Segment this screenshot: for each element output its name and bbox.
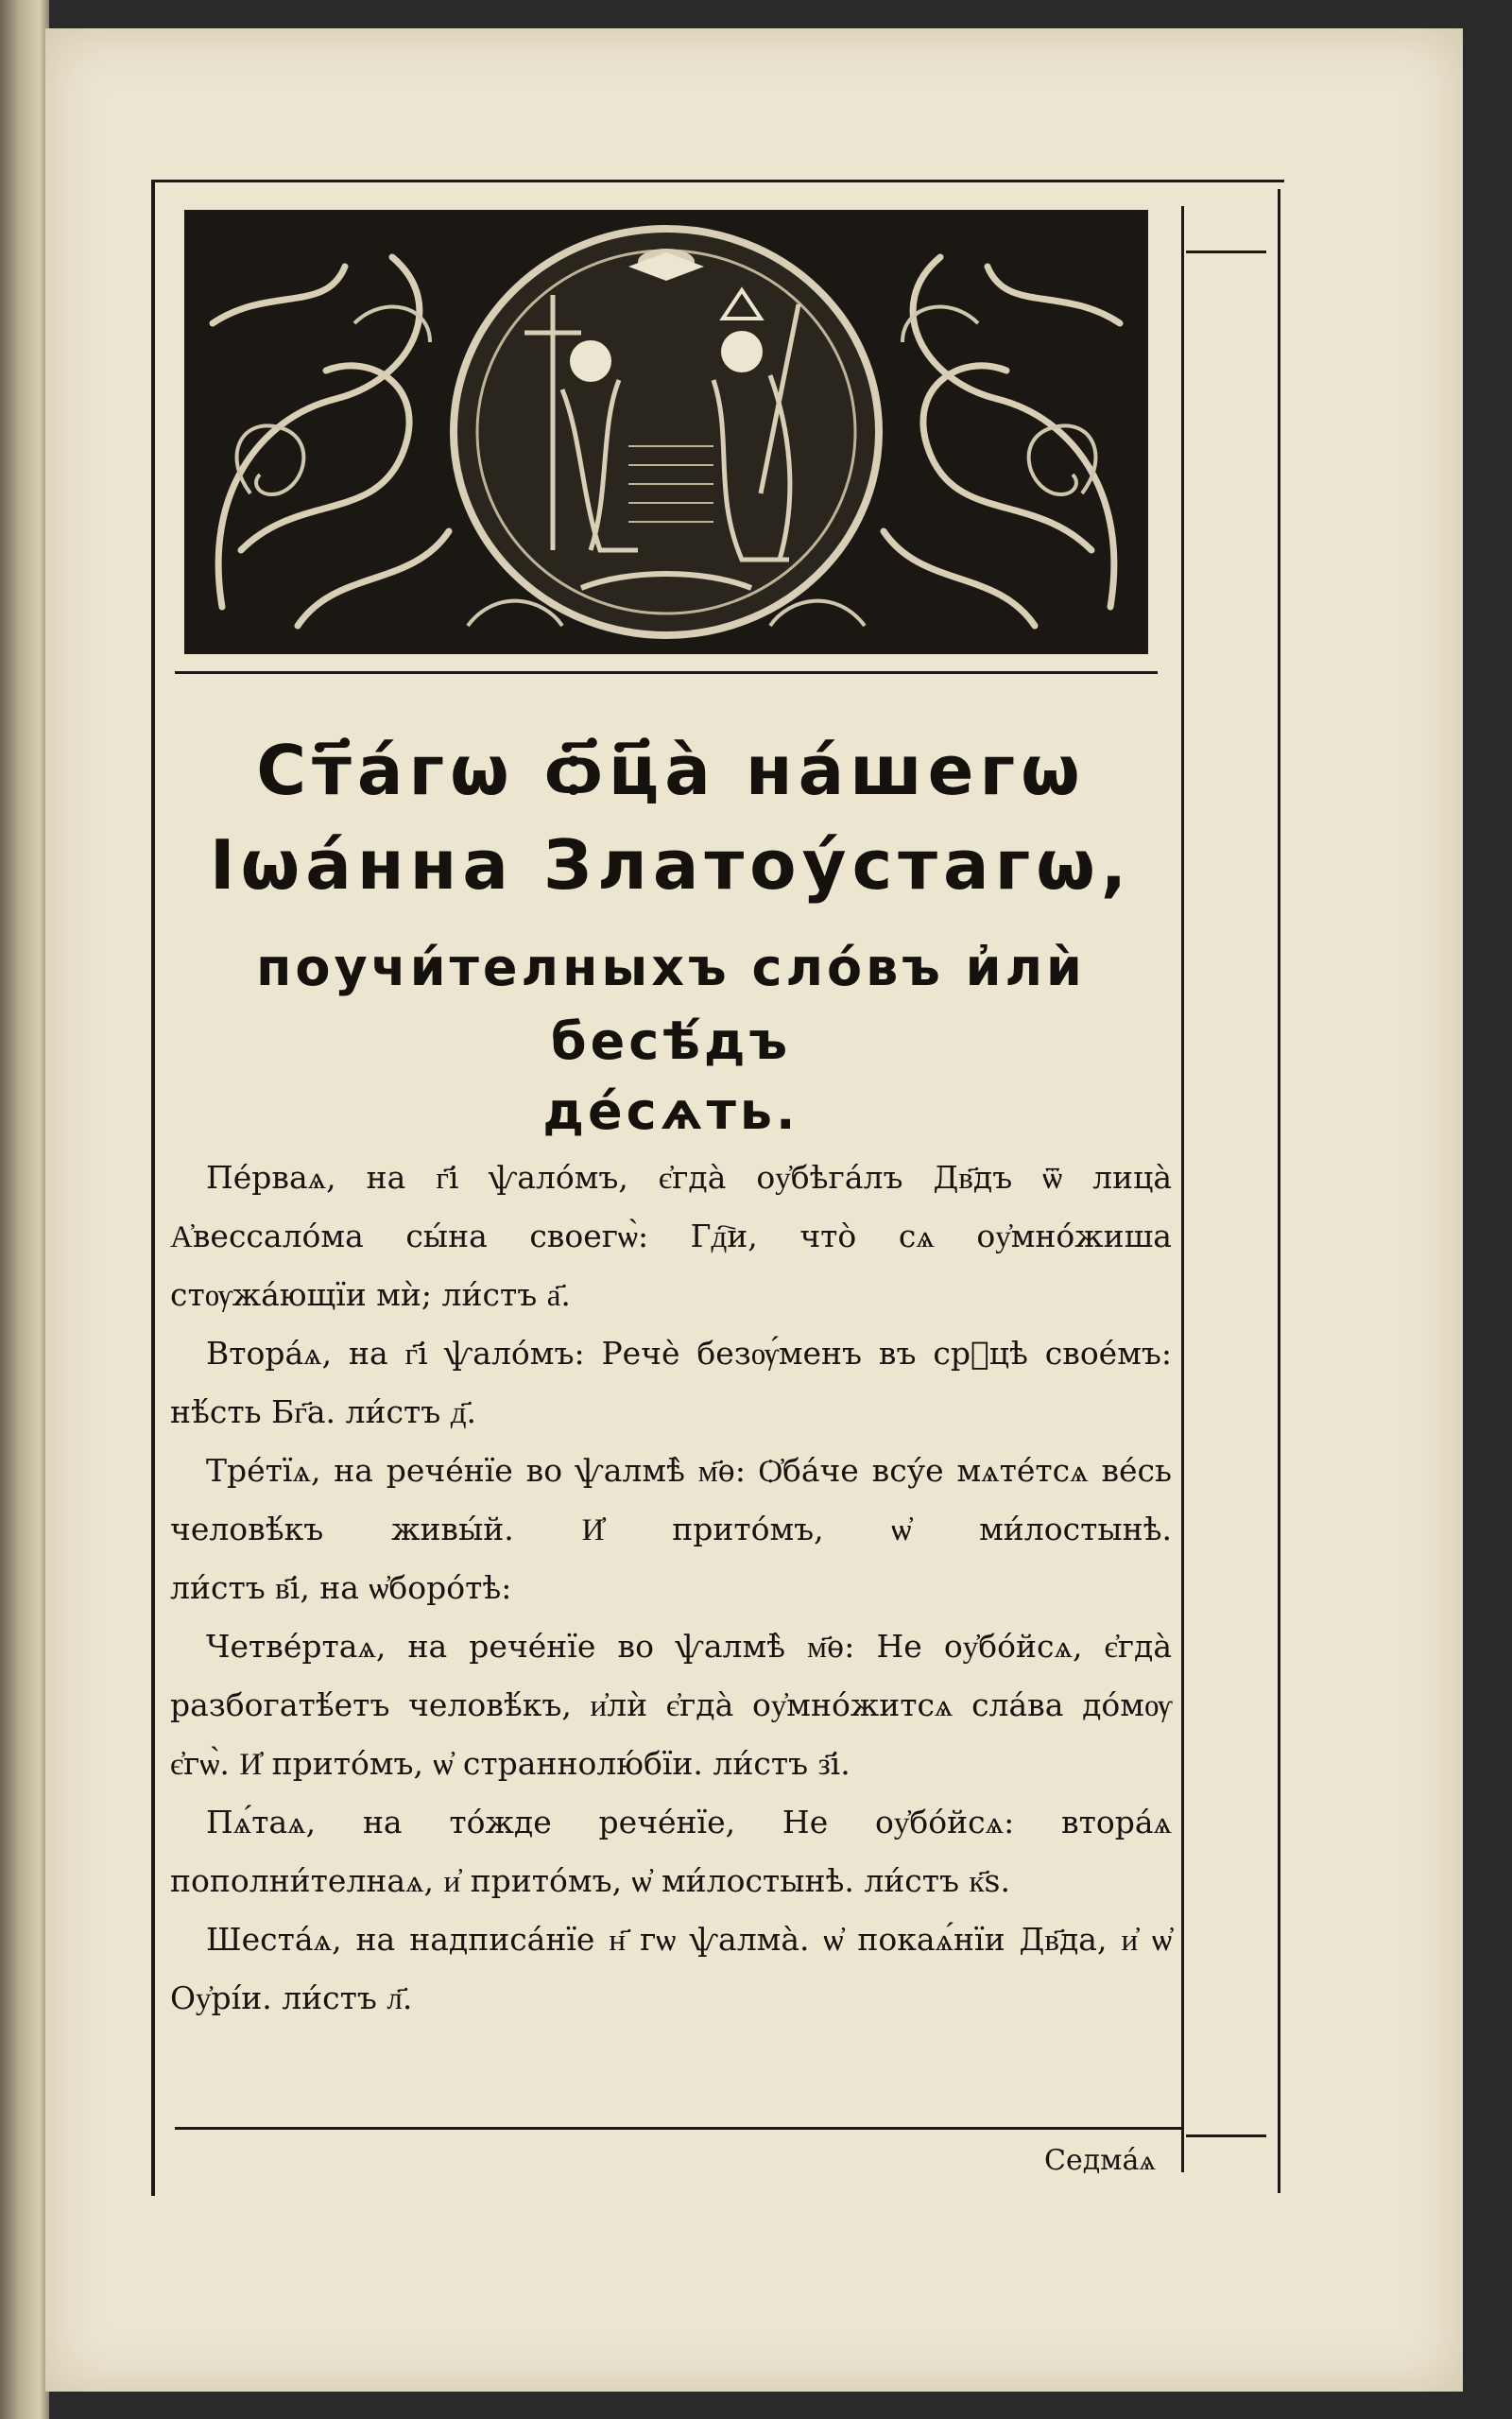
entry-text: Пѧ́таѧ, на то́жде рече́нїе, Не оу҆бо́йсѧ: втора́ѧ пополни́телнаѧ, и҆ прито́мъ, ѡ҆ ми́лостынѣ. (170, 1804, 1172, 1899)
margin-rule-inner (1181, 206, 1184, 2172)
title-line-4: де́сѧть. (542, 1081, 799, 1141)
title-line-3: поучи́телныхъ сло́въ и҆лѝ бесѣ́дъ (256, 938, 1086, 1071)
top-rule (175, 671, 1158, 674)
title-line-2: Іѡа́нна Златоу́стагѡ, (209, 825, 1133, 905)
leaf-reference: ли́стъ д҃. (345, 1393, 477, 1430)
bottom-rule (175, 2127, 1181, 2130)
contents-entry (170, 1793, 1172, 1910)
margin-rule-bottom (1186, 2134, 1266, 2137)
leaf-reference: ли́стъ а҃. (441, 1276, 571, 1313)
catchword: Седма́ѧ (1044, 2144, 1157, 2177)
entry-text: Тре́тїѧ, на рече́нїе во ѱалмѣ̀ м҃ѳ: Ѻ҆ба́че всу́е мѧте́тсѧ ве́сь человѣ́къ живы́й. И҆ прито́мъ, ѡ҆ ми́лостынѣ. (170, 1452, 1172, 1547)
entry-text: Втора́ѧ, на г҃і ѱало́мъ: Речѐ безѹ́менъ въ срⷣцѣ свое́мъ: нѣ́сть Бг҃а. (170, 1335, 1172, 1430)
contents-list (170, 1149, 1172, 2028)
leaf-reference: ли́стъ в҃і, на ѡ҆боро́тѣ: (170, 1569, 512, 1606)
entry-text: Четве́ртаѧ, на рече́нїе во ѱалмѣ̀ м҃ѳ: Не оу҆бо́йсѧ, є҆гда̀ разбогатѣ́етъ человѣ́къ, и҆лѝ є҆гда̀ оу҆мно́житсѧ сла́ва до́мѹ є҆гѡ̀. И҆ прито́мъ, ѡ҆ страннолю́бїи. (170, 1628, 1172, 1782)
margin-rule-outer (1278, 189, 1280, 2193)
contents-entry (170, 1442, 1172, 1617)
leaf-reference: ли́стъ з҃і. (713, 1745, 850, 1782)
contents-entry (170, 1910, 1172, 2028)
margin-rule-top (1186, 251, 1266, 253)
contents-entry (170, 1617, 1172, 1793)
contents-entry (170, 1149, 1172, 1324)
contents-entry (170, 1324, 1172, 1442)
entry-text: Пе́рваѧ, на г҃і ѱало́мъ, є҆гда̀ оу҆бѣга́лъ Дв҃дъ ѿ лица̀ А҆вессало́ма сы́на своегѡ̀: Гд҇и, что̀ сѧ оу҆мно́жиша стѹжа́ющїи мѝ; (170, 1159, 1172, 1313)
leaf-reference: ли́стъ л҃. (282, 1979, 413, 2016)
title-line-1: Ст҃а́гѡ ѻ҃ц҃а̀ на́шегѡ (256, 731, 1086, 810)
headpiece-engraving (184, 210, 1148, 654)
title-block (170, 723, 1172, 1145)
leaf-reference: ли́стъ к҃ѕ. (864, 1862, 1010, 1899)
entry-text: Шеста́ѧ, на надписа́нїе н҃ гѡ ѱалма̀. ѡ҆ покаѧ́нїи Дв҃да, и҆ ѡ҆ Оу҆рі́и. (170, 1921, 1172, 2016)
woodcut-headpiece-image (184, 210, 1148, 654)
left-page-edges (0, 0, 49, 2419)
